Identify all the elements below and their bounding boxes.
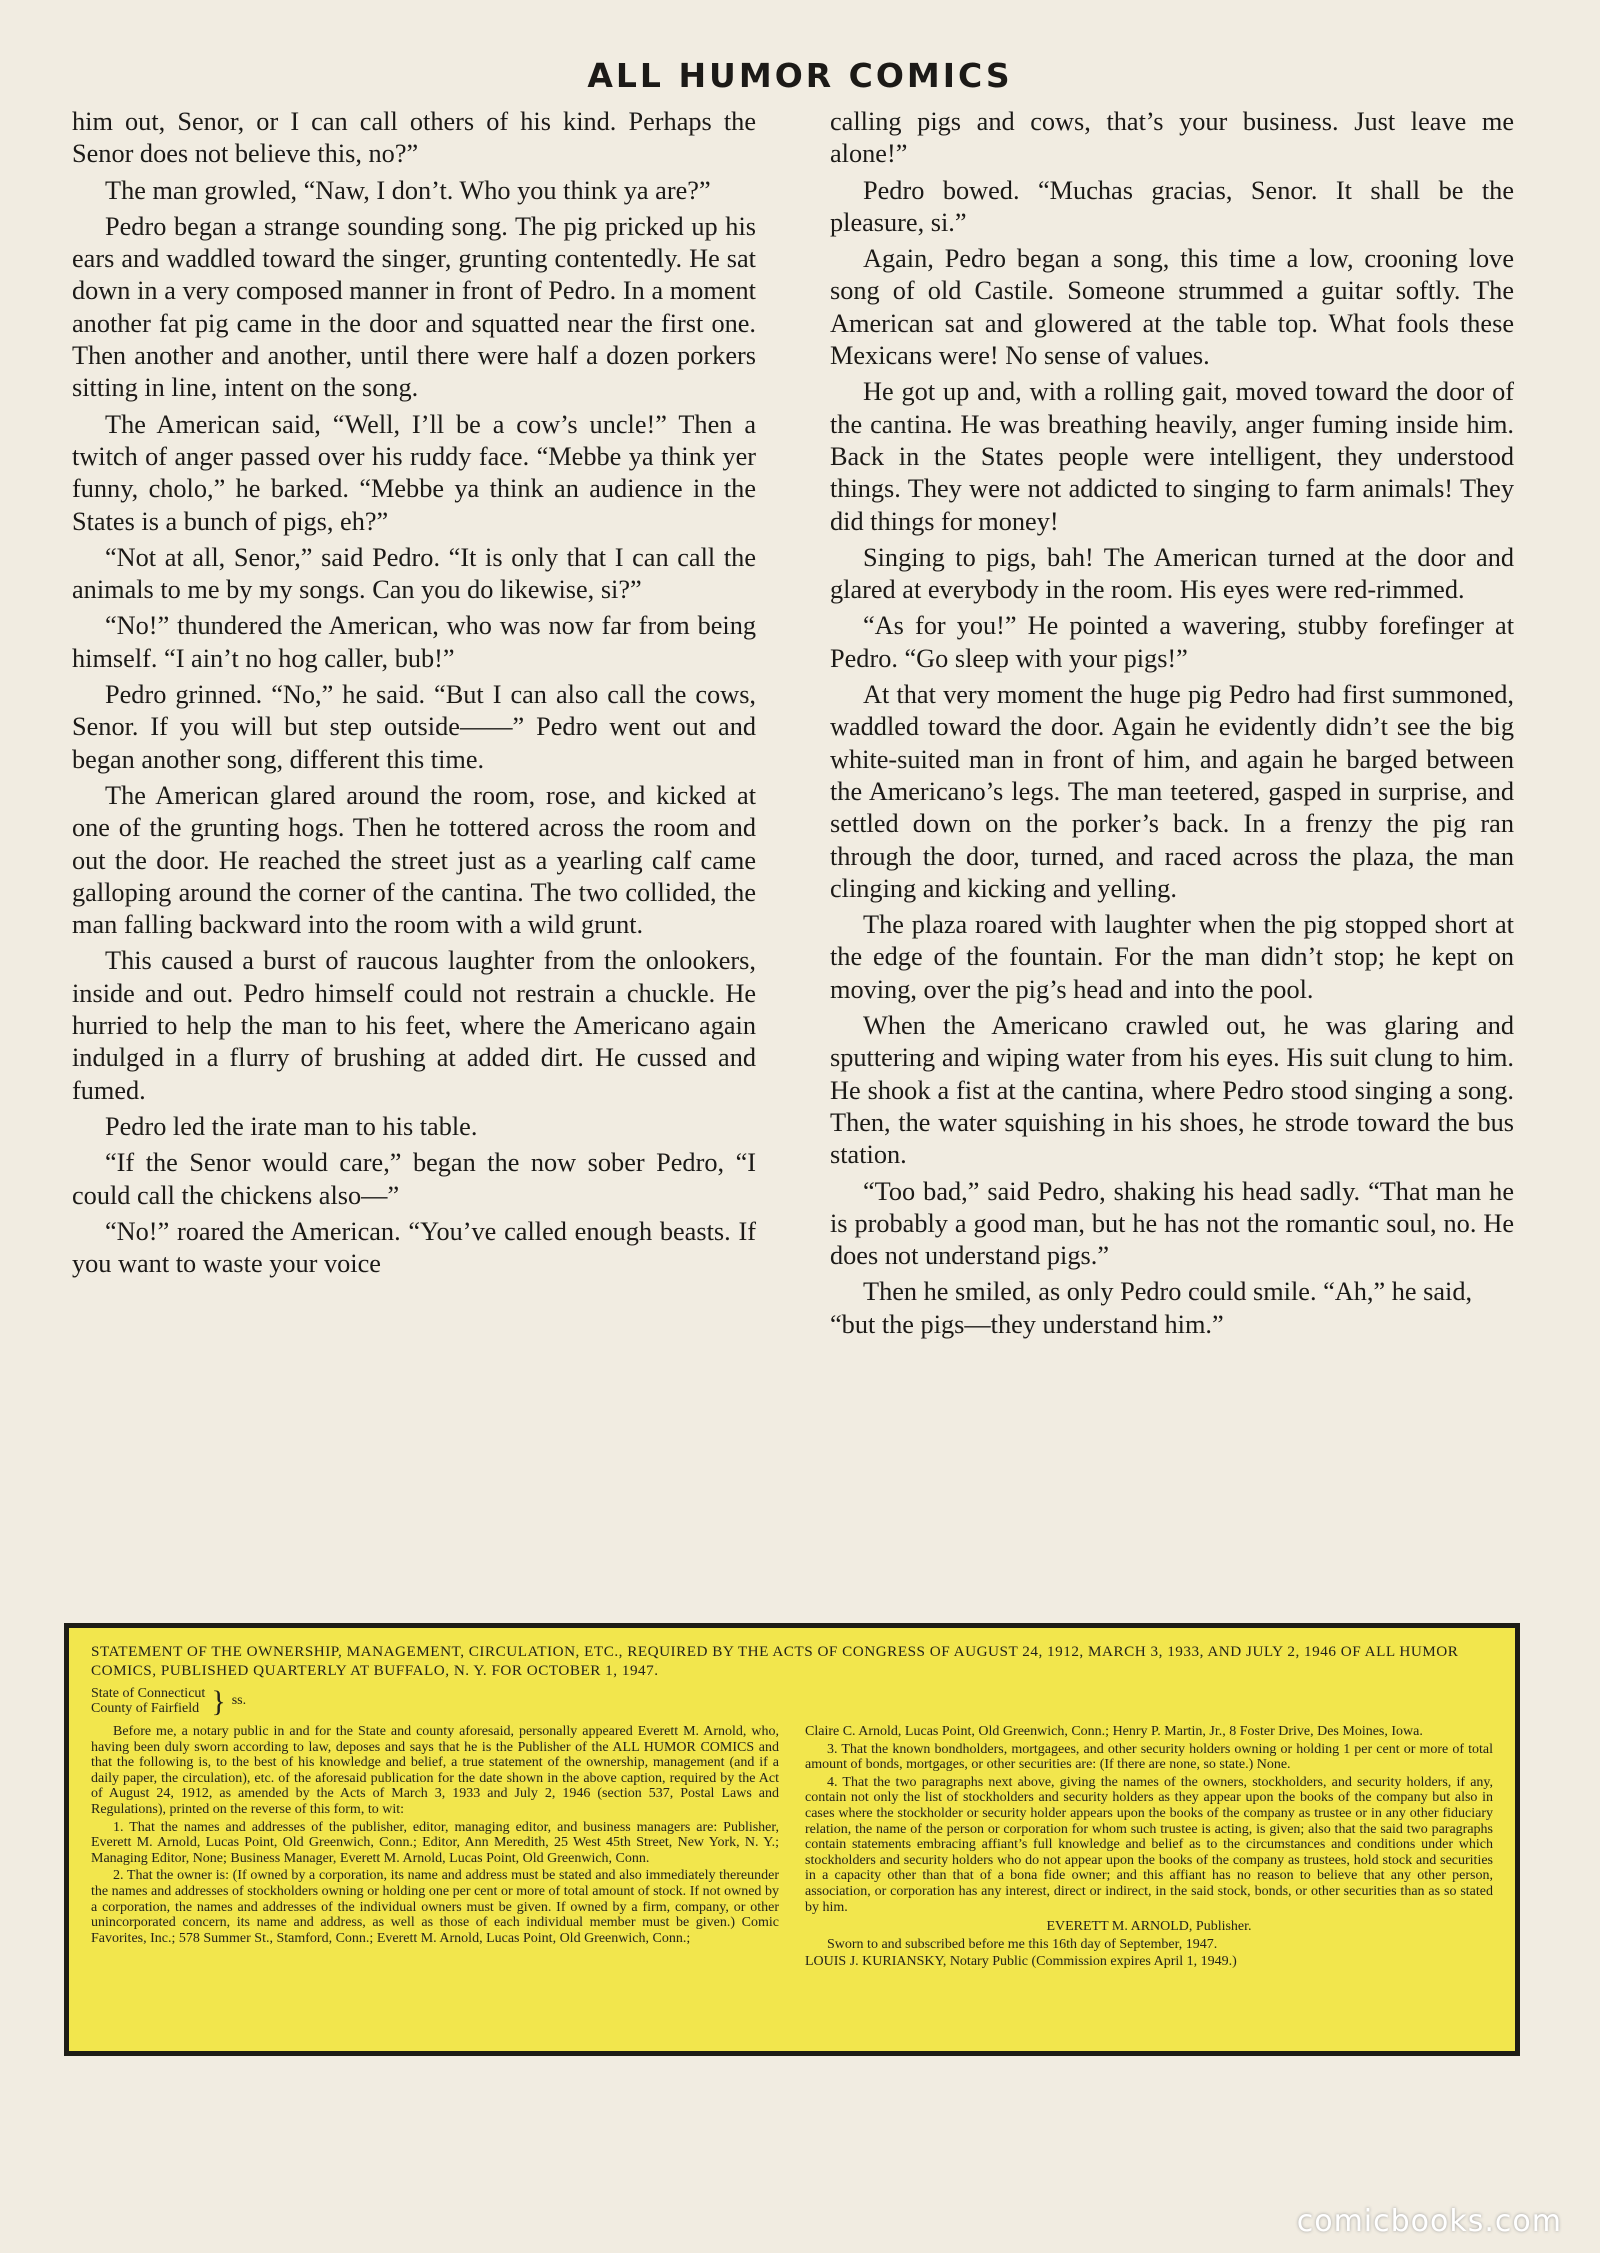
story-column-left — [72, 106, 756, 1284]
story-column-right — [830, 106, 1514, 1345]
statement-heading: STATEMENT OF THE OWNERSHIP, MANAGEMENT, CIRCULATION, ETC., REQUIRED BY THE ACTS OF CONGRESS OF AUGUST 24, 1912, MARCH 3, 1933, AND JULY 2, 1946 OF ALL HUMOR COMICS, PUBLISHED QUARTERLY AT BUFFALO, N. Y. FOR OCTOBER 1, 1947. — [91, 1643, 1459, 1679]
statement-column-left — [91, 1724, 779, 1972]
statement-paragraph: 1. That the names and addresses of the publisher, editor, managing editor, and business managers are: Publisher, Everett M. Arnold, Lucas Point, Old Greenwich, Conn.; Editor, Ann Meredith, 25 West 45th Street, New York, N. Y.; Managing Editor, None; Business Manager, Everett M. Arnold, Lucas Point, Old Greenwich, Conn. — [91, 1819, 779, 1866]
story-paragraph: “Too bad,” said Pedro, shaking his head sadly. “That man he is probably a good man, but he has not the romantic soul, no. He does not understand pigs.” — [830, 1176, 1514, 1271]
story-paragraph: He got up and, with a rolling gait, moved toward the door of the cantina. He was breathing heavily, anger fuming inside him. Back in the States people were intelligent, they understood things. They were not addicted to singing to farm animals! They did things for money! — [830, 377, 1514, 536]
ownership-statement-box — [64, 1623, 1520, 2056]
story-paragraph: Pedro grinned. “No,” he said. “But I can also call the cows, Senor. If you will but step outside——” Pedro went out and began another song, different this time. — [72, 680, 756, 774]
brace-glyph: } — [211, 1684, 226, 1718]
story-paragraph: This caused a burst of raucous laughter from the onlookers, inside and out. Pedro himself could not restrain a chuckle. He hurried to help the man to his feet, where the Americano again indulged in a flurry of brushing at added dirt. He cussed and fumed. — [72, 946, 756, 1105]
statement-paragraph: Before me, a notary public in and for the State and county aforesaid, personally appeared Everett M. Arnold, who, having been duly sworn according to law, deposes and says that he is the Publisher of the ALL HUMOR COMICS and that the following is, to the best of his knowledge and belief, a true statement of the ownership, management (and if a daily paper, the circulation), etc. of the aforesaid publication for the date shown in the above caption, required by the Act of August 24, 1912, as amended by the Acts of March 3, 1933 and July 2, 1946 (section 537, Postal Laws and Regulations), printed on the reverse of this form, to wit: — [91, 1724, 779, 1817]
story-paragraph: “No!” thundered the American, who was now far from being himself. “I ain’t no hog caller, bub!” — [72, 611, 756, 673]
story-paragraph: Then he smiled, as only Pedro could smile. “Ah,” he said, “but the pigs—they understand him.” — [830, 1277, 1473, 1339]
story-paragraph: The plaza roared with laughter when the pig stopped short at the edge of the fountain. For the man didn’t stop; he kept on moving, over the pig’s head and into the pool. — [830, 910, 1514, 1004]
story-paragraph: Singing to pigs, bah! The American turned at the door and glared at everybody in the room. His eyes were red-rimmed. — [830, 542, 1514, 605]
county-line: County of Fairfield — [91, 1701, 200, 1716]
statement-paragraph: 4. That the two paragraphs next above, giving the names of the owners, stockholders, and security holders, if any, contain not only the list of stockholders and security holders as they appear upon the books of the company but also in cases where the stockholder or security holder appears upon the books of the company as trustee or in any other fiduciary relation, the name of the person or corporation for whom such trustee is acting, is given; also that the said two paragraphs contain statements embracing affiant’s full knowledge and belief as to the circumstances and conditions under which stockholders and security holders who do not appear upon the books of the company as trustees, hold stock and securities in a capacity other than that of a bona fide owner; and this affiant has no reason to believe that any other person, association, or corporation has any interest, direct or indirect, in the said stock, bonds, or other securities than as so stated by him. — [805, 1774, 1493, 1915]
story-paragraph: “No!” roared the American. “You’ve called enough beasts. If you want to waste your voice — [72, 1216, 756, 1279]
statement-paragraph: 3. That the known bondholders, mortgagees, and other security holders owning or holding 1 per cent or more of total amount of bonds, mortgages, or other securities are: (If there are none, so state.) None. — [805, 1741, 1493, 1773]
sworn-line: Sworn to and subscribed before me this 16th day of September, 1947. — [827, 1936, 1218, 1952]
ss-label: ss. — [231, 1693, 247, 1709]
story-paragraph: The American glared around the room, rose, and kicked at one of the grunting hogs. Then he tottered across the room and out the door. He reached the street just as a yearling calf came galloping around the corner of the cantina. The two collided, the man falling backward into the room with a wild grunt. — [72, 780, 756, 940]
story-paragraph: “Not at all, Senor,” said Pedro. “It is only that I can call the animals to me by my songs. Can you do likewise, si?” — [72, 542, 756, 605]
story-paragraph: “If the Senor would care,” began the now sober Pedro, “I could call the chickens also—” — [72, 1148, 756, 1210]
story-paragraph: Again, Pedro began a song, this time a low, crooning love song of old Castile. Someone strummed a guitar softly. The American sat and glowered at the table top. What fools these Mexicans were! No sense of values. — [830, 244, 1514, 371]
page-title: ALL HUMOR COMICS — [587, 56, 1013, 95]
story-paragraph: Pedro led the irate man to his table. — [105, 1111, 478, 1141]
story-paragraph: When the Americano crawled out, he was glaring and sputtering and wiping water from his eyes. His suit clung to him. He shook a fist at the cantina, where Pedro stood singing a song. Then, the water squishing in his shoes, he strode toward the bus station. — [830, 1011, 1514, 1170]
site-watermark: comicbooks.com — [1296, 2204, 1562, 2239]
publisher-signature: EVERETT M. ARNOLD, Publisher. — [1046, 1919, 1252, 1935]
story-paragraph: The American said, “Well, I’ll be a cow’s uncle!” Then a twitch of anger passed over his ruddy face. “Mebbe ya think yer funny, cholo,” he barked. “Mebbe ya think an audience in the States is a bunch of pigs, eh?” — [72, 409, 756, 536]
statement-column-right — [805, 1724, 1493, 1972]
state-line: State of Connecticut — [91, 1686, 206, 1701]
story-paragraph: Pedro began a strange sounding song. The pig pricked up his ears and waddled toward the singer, grunting contentedly. He sat down in a very composed manner in front of Pedro. In a moment another fat pig came in the door and squatted near the first one. Then another and another, until there were half a dozen porkers sitting in line, intent on the song. — [72, 211, 756, 403]
story-paragraph: Pedro bowed. “Muchas gracias, Senor. It shall be the pleasure, si.” — [830, 175, 1514, 237]
story-paragraph: At that very moment the huge pig Pedro had first summoned, waddled toward the door. Again he evidently didn’t see the big white-suited man in front of him, and again he barged between the Americano’s legs. The man teetered, gasped in surprise, and settled down on the porker’s back. In a frenzy the pig ran through the door, turned, and raced across the plaza, the man clinging and kicking and yelling. — [830, 680, 1514, 903]
statement-paragraph: Claire C. Arnold, Lucas Point, Old Greenwich, Conn.; Henry P. Martin, Jr., 8 Foster Drive, Des Moines, Iowa. — [805, 1724, 1423, 1739]
story-paragraph: him out, Senor, or I can call others of his kind. Perhaps the Senor does not believe this, no?” — [72, 107, 756, 169]
statement-venue — [91, 1686, 1493, 1716]
story-paragraph: The man growled, “Naw, I don’t. Who you think ya are?” — [105, 175, 711, 205]
story-paragraph: calling pigs and cows, that’s your business. Just leave me alone!” — [830, 107, 1514, 169]
statement-paragraph: 2. That the owner is: (If owned by a corporation, its name and address must be stated and also immediately thereunder the names and addresses of stockholders owning or holding one per cent or more of total amount of stock. If not owned by a corporation, the names and addresses of the individual owners must be given. If owned by a firm, company, or other unincorporated concern, its name and address, as well as those of each individual member must be given.) Comic Favorites, Inc.; 578 Summer St., Stamford, Conn.; Everett M. Arnold, Lucas Point, Old Greenwich, Conn.; — [91, 1868, 779, 1946]
notary-line: LOUIS J. KURIANSKY, Notary Public (Commission expires April 1, 1949.) — [805, 1954, 1237, 1970]
story-paragraph: “As for you!” He pointed a wavering, stubby forefinger at Pedro. “Go sleep with your pigs!” — [830, 611, 1514, 673]
